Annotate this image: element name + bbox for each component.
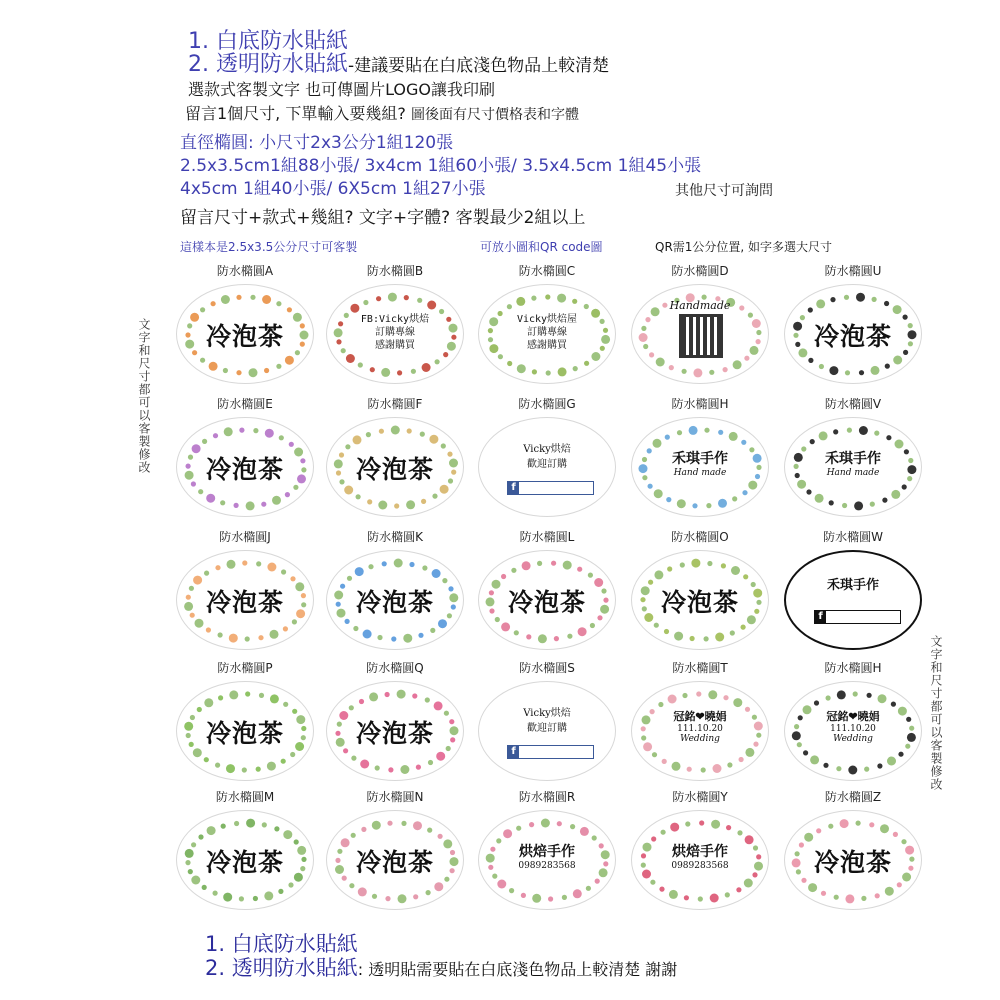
sticker-option[interactable]: [625, 659, 775, 789]
sticker-label: 防水橢圓C: [518, 264, 576, 278]
sticker-option[interactable]: [472, 528, 622, 658]
header-line-4: [185, 101, 579, 124]
sticker-option[interactable]: [320, 262, 470, 392]
facebook-search-bar: [507, 745, 594, 759]
sticker-text: 冠銘❤曉娟 111.10.20 Wedding: [673, 710, 727, 744]
sticker-oval: [326, 284, 464, 384]
sticker-label: 防水橢圓Y: [672, 790, 728, 804]
sticker-label: 防水橢圓B: [366, 264, 424, 278]
sticker-oval: [176, 550, 314, 650]
sticker-option[interactable]: [472, 788, 622, 918]
qr-code-icon: [682, 317, 720, 355]
sticker-oval: [176, 810, 314, 910]
sticker-label: 防水橢圓F: [367, 397, 423, 411]
sticker-option[interactable]: [778, 395, 928, 525]
sticker-option[interactable]: [320, 395, 470, 525]
sticker-option[interactable]: [472, 262, 622, 392]
sticker-oval: [478, 417, 616, 517]
sticker-oval: [784, 417, 922, 517]
sticker-option[interactable]: [170, 528, 320, 658]
sticker-text: Vicky烘焙 歡迎訂購: [523, 708, 571, 734]
sticker-oval: [478, 550, 616, 650]
sticker-text: 冠銘❤曉娟 111.10.20 Wedding: [826, 710, 880, 744]
sticker-label: 防水橢圓H: [671, 397, 729, 411]
sticker-label: 防水橢圓L: [519, 530, 575, 544]
sticker-text: 禾琪手作 Hand made: [825, 451, 881, 478]
sticker-option[interactable]: [320, 659, 470, 789]
header-line-7: 4x5cm 1組40小張/ 6X5cm 1組27小張: [180, 179, 486, 199]
side-note-right: 文字和尺寸都可以客製修改: [929, 635, 943, 791]
sticker-text: Vicky烘焙屋 訂購專線 感謝購買: [516, 314, 578, 351]
sticker-oval: [326, 810, 464, 910]
sticker-oval: [784, 284, 922, 384]
header-line-3: 選款式客製文字 也可傳圖片LOGO讓我印刷: [188, 80, 496, 99]
footer-line-2-note: : 透明貼需要貼在白底淺色物品上較清楚 謝謝: [357, 960, 678, 979]
sticker-label: 防水橢圓D: [671, 264, 729, 278]
header-line-7b: 其他尺寸可詢問: [675, 183, 773, 199]
sticker-option[interactable]: [778, 262, 928, 392]
sticker-label: 防水橢圓N: [366, 790, 424, 804]
sticker-text: FB:Vicky烘焙 訂購專線 感謝購買: [360, 314, 430, 351]
sticker-option[interactable]: [170, 659, 320, 789]
sticker-option[interactable]: [170, 788, 320, 918]
sticker-oval: [326, 417, 464, 517]
sticker-oval: [784, 681, 922, 781]
sticker-label: 防水橢圓T: [672, 661, 728, 675]
sticker-text: 冷泡茶: [205, 848, 284, 877]
sticker-oval: [631, 681, 769, 781]
sticker-label: 防水橢圓S: [519, 661, 575, 675]
sticker-text: 禾琪手作: [826, 578, 879, 593]
sticker-oval: [326, 550, 464, 650]
sticker-text: 禾琪手作 Hand made: [672, 451, 728, 478]
facebook-icon: f: [508, 746, 519, 758]
sticker-oval: [176, 284, 314, 384]
facebook-search-bar: [507, 481, 594, 495]
header-line-1: 1. 白底防水貼紙: [188, 29, 348, 54]
footer-line-1: 1. 白底防水貼紙: [205, 932, 358, 956]
sticker-oval: [631, 417, 769, 517]
sticker-label: 防水橢圓Q: [366, 661, 424, 675]
sticker-text: 冷泡茶: [205, 588, 284, 617]
footer-line-2-title: 2. 透明防水貼紙: [205, 956, 358, 980]
sticker-text: 冷泡茶: [355, 588, 434, 617]
sticker-oval: [784, 810, 922, 910]
header-line-6: 2.5x3.5cm1組88小張/ 3x4cm 1組60小張/ 3.5x4.5cm 1組45小張: [180, 156, 702, 176]
sticker-option[interactable]: [170, 262, 320, 392]
note-qr-size: QR需1公分位置, 如字多選大尺寸: [655, 240, 833, 254]
sticker-label: 防水橢圓W: [823, 530, 883, 544]
sticker-option[interactable]: [778, 659, 928, 789]
sticker-text: 烘焙手作 0989283568: [518, 844, 576, 871]
sticker-text: 烘焙手作 0989283568: [671, 844, 729, 871]
sticker-label: 防水橢圓E: [217, 397, 273, 411]
sticker-label: 防水橢圓P: [217, 661, 273, 675]
note-sample-size: 這樣本是2.5x3.5公分尺寸可客製: [180, 240, 358, 254]
sticker-label: 防水橢圓J: [219, 530, 271, 544]
sticker-label: 防水橢圓M: [215, 790, 275, 804]
sticker-label: 防水橢圓Z: [824, 790, 882, 804]
sticker-oval: [631, 550, 769, 650]
sticker-oval: [176, 417, 314, 517]
sticker-oval: [478, 284, 616, 384]
sticker-option[interactable]: [472, 659, 622, 789]
sticker-oval: [631, 284, 769, 384]
sticker-label: 防水橢圓A: [216, 264, 274, 278]
facebook-icon: f: [815, 611, 826, 623]
sticker-text: 冷泡茶: [660, 588, 739, 617]
sticker-label: 防水橢圓U: [824, 264, 882, 278]
sticker-oval: [631, 810, 769, 910]
sticker-text: 冷泡茶: [355, 719, 434, 748]
header-line-2-note: -建議要貼在白底淺色物品上較清楚: [347, 56, 610, 76]
side-note-left: 文字和尺寸都可以客製修改: [137, 318, 151, 474]
sticker-option[interactable]: [320, 788, 470, 918]
sticker-text: 冷泡茶: [205, 322, 284, 351]
sticker-oval: [176, 681, 314, 781]
sticker-oval: [326, 681, 464, 781]
sticker-option[interactable]: [625, 395, 775, 525]
sticker-text: 冷泡茶: [205, 719, 284, 748]
sticker-text: 冷泡茶: [205, 455, 284, 484]
sticker-option[interactable]: [778, 788, 928, 918]
sticker-option[interactable]: [625, 262, 775, 392]
note-qr: 可放小圖和QR code圖: [480, 240, 603, 254]
sticker-option[interactable]: [625, 788, 775, 918]
sticker-option[interactable]: [472, 395, 622, 525]
sticker-option[interactable]: [625, 528, 775, 658]
sticker-label: 防水橢圓G: [518, 397, 576, 411]
sticker-text: 冷泡茶: [355, 455, 434, 484]
facebook-icon: f: [508, 482, 519, 494]
header-line-2-title: 2. 透明防水貼紙: [188, 52, 348, 77]
sticker-oval: [478, 681, 616, 781]
header-line-5: 直徑橢圓: 小尺寸2x3公分1組120張: [180, 133, 454, 153]
sticker-text: 冷泡茶: [507, 588, 586, 617]
sticker-text: 冷泡茶: [813, 848, 892, 877]
sticker-text: Vicky烘焙 歡迎訂購: [523, 444, 571, 470]
sticker-label: 防水橢圓V: [824, 397, 882, 411]
sticker-label: 防水橢圓H: [824, 661, 882, 675]
sticker-oval: [784, 550, 922, 650]
facebook-search-bar: [814, 610, 901, 624]
header-line-2: [188, 47, 609, 78]
sticker-option[interactable]: [170, 395, 320, 525]
header-line-4a: 留言1個尺寸, 下單輸入要幾組?: [185, 104, 406, 123]
sticker-text: 冷泡茶: [813, 322, 892, 351]
sticker-label: 防水橢圓O: [671, 530, 729, 544]
sticker-label: 防水橢圓K: [367, 530, 423, 544]
sticker-oval: [478, 810, 616, 910]
footer-line-2: [205, 952, 677, 982]
sticker-option[interactable]: [320, 528, 470, 658]
sticker-text: 冷泡茶: [355, 848, 434, 877]
header-line-4b: 圖後面有尺寸價格表和字體: [410, 107, 579, 123]
sticker-label: 防水橢圓R: [518, 790, 576, 804]
sticker-option[interactable]: [778, 528, 928, 658]
header-line-8: 留言尺寸+款式+幾組? 文字+字體? 客製最少2組以上: [180, 208, 586, 228]
sticker-text: Handmade: [632, 285, 768, 383]
